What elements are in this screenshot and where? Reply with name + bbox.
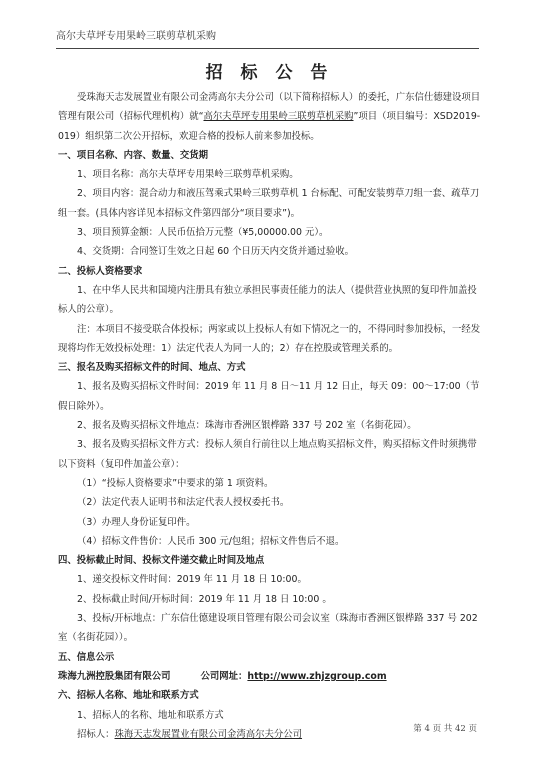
s4-item-3: 3、投标/开标地点：广东信仕德建设项目管理有限公司会议室（珠海市香洲区银桦路 337 号 202 室（名街花园））。 [58,613,478,644]
header-title: 高尔夫草坪专用果岭三联剪草机采购 [56,31,216,42]
s3-item-1: 1、报名及购买招标文件时间：2019 年 11 月 8 日～11 月 12 日止，每天 09：00～17:00（节假日除外）。 [58,381,480,412]
page-title: 招 标 公 告 [205,63,334,83]
s3-item-3: 3、报名及购买招标文件方式：投标人须自行前往以上地点购买招标文件，购买招标文件时须携带以下资料（复印件加盖公章）： [58,439,477,470]
s3-sub-4: （4）招标文件售价：人民币 300 元/包组；招标文件售后不退。 [77,535,345,547]
section-4-heading: 四、投标截止时间、投标文件递交截止时间及地点 [58,555,265,567]
s4-item-2: 2、投标截止时间/开标时间：2019 年 11 月 18 日 10:00 。 [77,593,332,605]
s2-item-1: 1、在中华人民共和国境内注册具有独立承担民事责任能力的法人（提供营业执照的复印件加盖投标人的公章）。 [58,284,477,316]
tenderer-name: 珠海天志发展置业有限公司金湾高尔夫分公司 [114,728,303,740]
s1-item-2: 2、项目内容：混合动力和液压驾乘式果岭三联剪草机 1 台标配、可配安装剪草刀组一套、疏草刀组一套。(具体内容详见本招标文件第四部分“项目要求”)。 [58,188,480,219]
section-5-heading: 五、信息公示 [58,651,115,663]
info-line [58,667,481,686]
s1-item-1: 1、项目名称：高尔夫草坪专用果岭三联剪草机采购。 [77,169,299,181]
section-3-heading: 三、报名及购买招标文件的时间、地点、方式 [58,362,246,374]
tenderer-label: 招标人： [77,728,115,740]
intro-text-1: 受珠海天志发展置业有限公司金湾高尔夫分公司（以下简称招标人）的委托，广东信仕德建设项目管理有限公司（招标代理机构）就“ [58,92,481,123]
document-body [58,58,481,744]
s1-item-4: 4、交货期：合同签订生效之日起 60 个日历天内交货并通过验收。 [77,246,354,258]
s3-item-2: 2、报名及购买招标文件地点：珠海市香洲区银桦路 337 号 202 室（名街花园）。 [77,420,417,432]
section-6-heading: 六、招标人名称、地址和联系方式 [58,690,199,702]
s2-note: 注：本项目不接受联合体投标；两家或以上投标人有如下情况之一的，不得同时参加投标，一经发现将均作无效投标处理：1）法定代表人为同一人的；2）存在控股或管理关系的。 [58,323,481,354]
website-label: 公司网址： [200,670,248,682]
section-1-heading: 一、项目名称、内容、数量、交货期 [58,149,209,161]
s6-item-1: 1、招标人的名称、地址和联系方式 [77,709,224,721]
intro-paragraph [58,88,481,146]
s3-sub-1: （1）“投标人资格要求”中要求的第 1 项资料。 [77,477,274,489]
intro-text-2: ”项目（项目编号：XSD2019-019）组织第二次公开招标，欢迎合格的投标人前来参加投标。 [58,111,481,142]
project-name: 高尔夫草坪专用果岭三联剪草机采购 [203,111,354,123]
company-name: 珠海九洲控股集团有限公司 [58,670,171,682]
s1-item-3: 3、项目预算金额：人民币伍拾万元整（¥5,00000.00 元）。 [77,227,329,239]
page-number: 第 4 页 共 42 页 [413,724,477,734]
s4-item-1: 1、递交投标文件时间：2019 年 11 月 18 日 10:00。 [77,574,307,586]
s3-sub-3: （3）办理人身份证复印件。 [77,516,196,528]
website-link[interactable]: http://www.zhjzgroup.com [247,670,387,682]
s3-sub-2: （2）法定代表人证明书和法定代表人授权委托书。 [77,497,290,509]
section-2-heading: 二、投标人资格要求 [58,265,143,277]
page-header [56,26,479,49]
